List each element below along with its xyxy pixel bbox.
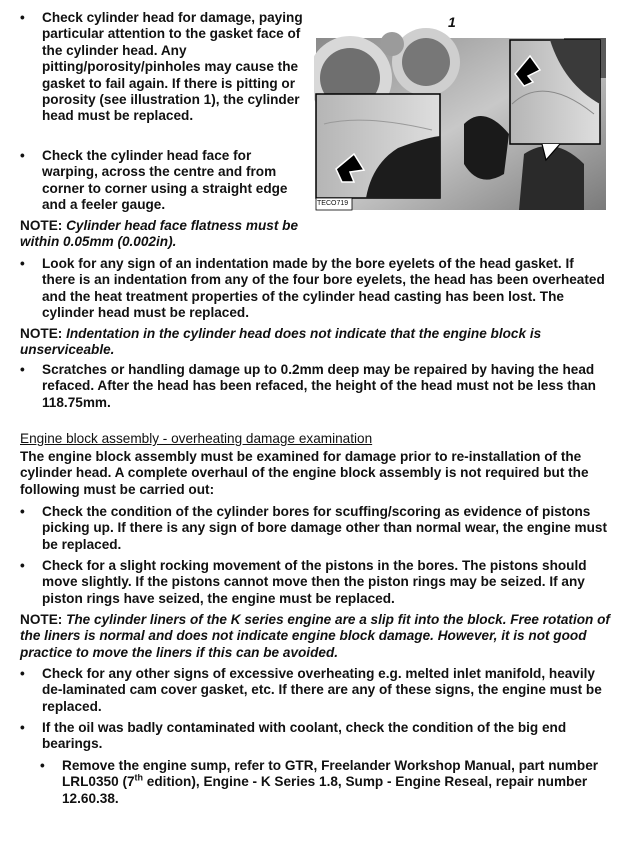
bullet-oil: • If the oil was badly contaminated with coolant, check the condition of the big end bearings.: [20, 720, 608, 753]
note-text: Cylinder head face flatness must be within 0.05mm (0.002in).: [20, 218, 299, 250]
section-intro: The engine block assembly must be examined for damage prior to re-installation of the cylinder head. A complete overhaul of the engine block assembly is not required but the following must be carried out:: [20, 449, 589, 497]
note-label: NOTE:: [20, 612, 63, 627]
note-liners: [20, 612, 610, 661]
figure-code: TECO719: [317, 200, 349, 207]
bullet-bores: • Check the condition of the cylinder bores for scuffing/scoring as evidence of pistons picking up. If there is any sign of bore damage other than normal wear, the engine must be replaced.: [20, 504, 608, 553]
note-text: Indentation in the cylinder head does not indicate that the engine block is unserviceable.: [20, 326, 542, 358]
illustration-1: [314, 14, 606, 212]
sub-bullet-sump: • Remove the engine sump, refer to GTR, Freelander Workshop Manual, part number LRL0350 (7th edition), Engine - K Series 1.8, Sump - Engine Reseal, repair number 12.60.38.: [40, 758, 608, 807]
section-heading: Engine block assembly - overheating damage examination: [20, 431, 373, 446]
note-indentation: [20, 326, 610, 359]
bullet-overheating: • Check for any other signs of excessive overheating e.g. melted inlet manifold, heavily de-laminated cam cover gasket, etc. If there are any of these signs, the engine must be replaced.: [20, 666, 608, 715]
bullet-check-damage: • Check cylinder head for damage, paying particular attention to the gasket face of the cylinder head. Any pitting/porosity/pinholes may cause the gasket to fail again. If there is pitting or porosity (see illustration 1), the cylinder head must be replaced.: [20, 10, 304, 125]
note-label: NOTE:: [20, 326, 63, 341]
note-text: The cylinder liners of the K series engine are a slip fit into the block. Free rotation of the liners is normal and does not indicate engine block damage. However, it is not good practice to move the liners if this can be avoided.: [20, 612, 610, 660]
note-flatness: [20, 218, 310, 251]
bullet-indentation: • Look for any sign of an indentation made by the bore eyelets of the head gasket. If there is an indentation from any of the four bore eyelets, the head has been overheated and the heat treatment properties of the cylinder head casting has been lost. The cylinder head must be replaced.: [20, 256, 608, 322]
cylinder-head-photo: [314, 14, 606, 212]
figure-number: 1: [448, 14, 456, 30]
bullet-scratches: • Scratches or handling damage up to 0.2mm deep may be repaired by having the head refaced. After the head has been refaced, the height of the head must not be less than 118.75mm.: [20, 362, 608, 411]
bullet-pistons: • Check for a slight rocking movement of the pistons in the bores. The pistons should move slightly. If the pistons cannot move then the piston rings may be seized. If any piston rings have seized, the engine must be replaced.: [20, 558, 608, 607]
note-label: NOTE:: [20, 218, 63, 233]
bullet-check-warping: • Check the cylinder head face for warping, across the centre and from corner to corner using a straight edge and a feeler gauge.: [20, 148, 304, 214]
